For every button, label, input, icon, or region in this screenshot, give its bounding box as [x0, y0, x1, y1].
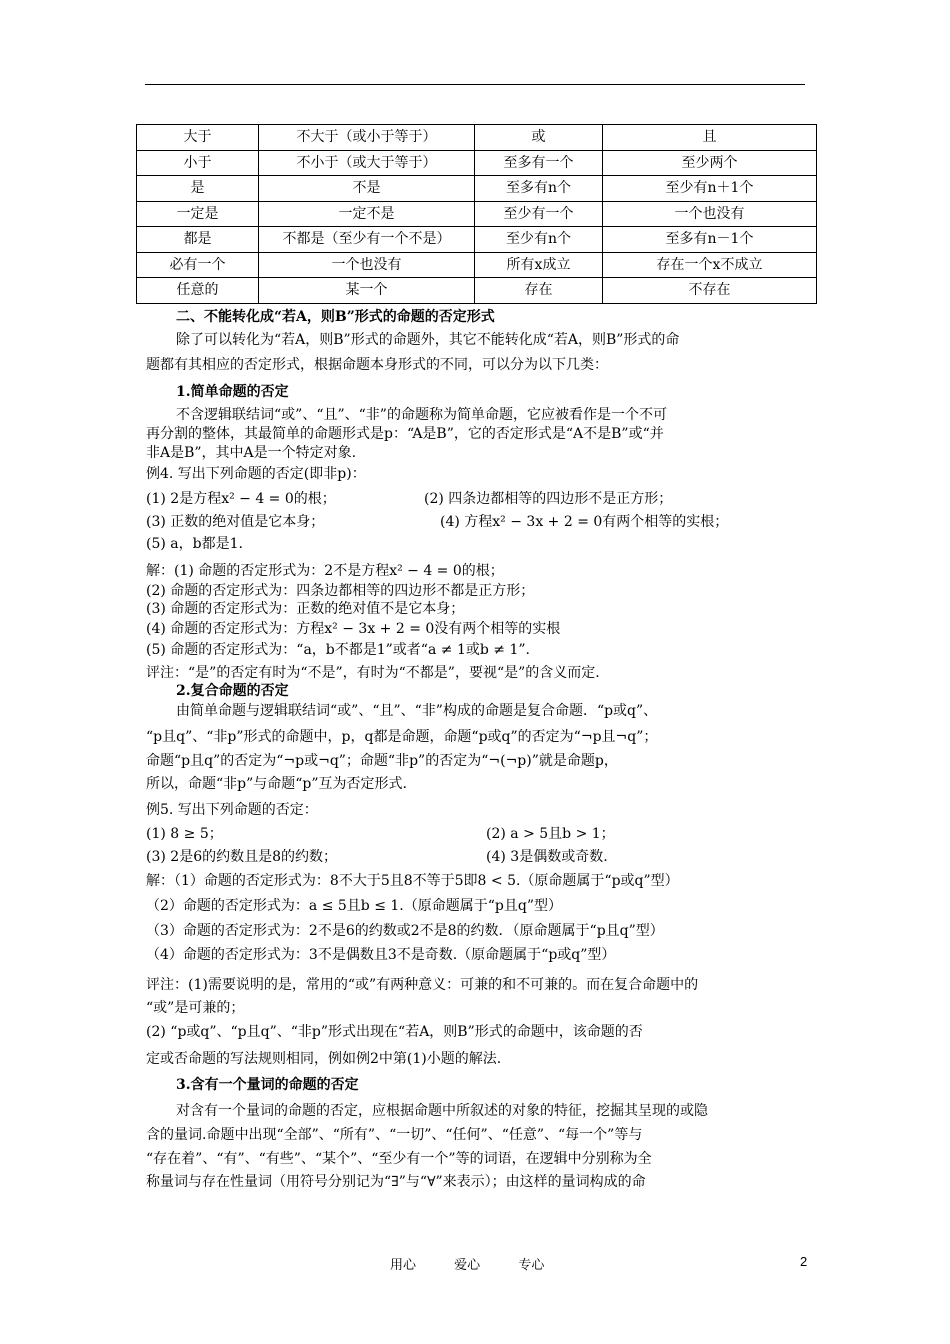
table-cell: 都是: [137, 227, 259, 253]
ex5-item-1: (1) 8 ≥ 5；: [146, 826, 223, 842]
table-cell: 是: [137, 176, 259, 202]
table-cell: 必有一个: [137, 252, 259, 278]
footer-word: 用心: [390, 1258, 417, 1273]
ex4-item-4: (4) 方程x² − 3x + 2 = 0有两个相等的实根；: [440, 514, 729, 530]
ex5-item-4: (4) 3是偶数或奇数.: [486, 849, 608, 865]
paragraph-line: 不含逻辑联结词“或”、“且”、“非”的命题称为简单命题，它应被看作是一个不可: [176, 407, 667, 423]
table-row: [137, 252, 817, 278]
commentary: (2) “p或q”、“p且q”、“非p”形式出现在“若A，则B”形式的命题中，该命题的否: [146, 1024, 643, 1040]
table-cell: 某一个: [259, 278, 475, 304]
table-cell: 不存在: [603, 278, 817, 304]
solution-line: 解：（1）命题的否定形式为：8不大于5且8不等于5即8 < 5.（原命题属于“p或q”型）: [146, 873, 679, 889]
table-row: [137, 278, 817, 304]
table-cell: 一个也没有: [259, 252, 475, 278]
paragraph-line: 除了可以转化为“若A，则B”形式的命题外，其它不能转化成“若A，则B”形式的命: [176, 332, 680, 348]
table-cell: 小于: [137, 150, 259, 176]
footer-motto: [390, 1254, 578, 1273]
header-rule: [145, 84, 805, 85]
commentary: “或”是可兼的；: [146, 1000, 245, 1016]
footer-word: 爱心: [454, 1258, 481, 1273]
commentary: 评注：“是”的否定有时为“不是”，有时为“不都是”，要视“是”的含义而定.: [146, 665, 600, 681]
table-cell: 存在一个x不成立: [603, 252, 817, 278]
table-cell: 任意的: [137, 278, 259, 304]
paragraph-line: 称量词与存在性量词（用符号分别记为“∃”与“∀”来表示）；由这样的量词构成的命: [146, 1174, 646, 1190]
ex4-item-2: (2) 四条边都相等的四边形不是正方形；: [424, 491, 673, 507]
solution-line: (3) 命题的否定形式为：正数的绝对值不是它本身；: [146, 601, 465, 617]
table-cell: 至多有n个: [475, 176, 603, 202]
solution-line: （4）命题的否定形式为：3不是偶数且3不是奇数.（原命题属于“p或q”型）: [146, 947, 616, 963]
commentary: 定或否命题的写法规则相同，例如例2中第(1)小题的解法.: [146, 1051, 502, 1067]
paragraph-line: 由简单命题与逻辑联结词“或”、“且”、“非”构成的命题是复合命题．“p或q”、: [176, 703, 658, 719]
ex4-item-1: (1) 2是方程x² − 4 = 0的根；: [146, 491, 336, 507]
table-cell: 不是: [259, 176, 475, 202]
table-row: [137, 176, 817, 202]
solution-line: (2) 命题的否定形式为：四条边都相等的四边形不都是正方形；: [146, 583, 535, 599]
footer-word: 专心: [518, 1258, 545, 1273]
subheading-1: 1.简单命题的否定: [176, 384, 289, 400]
paragraph-line: 对含有一个量词的命题的否定，应根据命题中所叙述的对象的特征，挖掘其呈现的或隐: [176, 1103, 708, 1119]
solution-line: 解：(1) 命题的否定形式为：2不是方程x² − 4 = 0的根；: [146, 563, 504, 579]
table-cell: 至少有n个: [475, 227, 603, 253]
subheading-3: 3.含有一个量词的命题的否定: [176, 1077, 359, 1093]
paragraph-line: 含的量词.命题中出现“全部”、“所有”、“一切”、“任何”、“任意”、“每一个”等与: [146, 1127, 643, 1143]
table-cell: 一定是: [137, 201, 259, 227]
table-cell: 所有x成立: [475, 252, 603, 278]
paragraph-line: “p且q”、“非p”形式的命题中，p，q都是命题，命题“p或q”的否定为“¬p且¬q”；: [146, 729, 658, 745]
ex4-item-3: (3) 正数的绝对值是它本身；: [146, 514, 325, 530]
table-cell: 不小于（或大于等于）: [259, 150, 475, 176]
negation-table: [136, 124, 817, 304]
table-cell: 大于: [137, 125, 259, 151]
table-row: [137, 201, 817, 227]
paragraph-line: 题都有其相应的否定形式，根据命题本身形式的不同，可以分为以下几类：: [146, 357, 608, 373]
ex4-item-5: (5) a，b都是1.: [146, 536, 243, 552]
paragraph-line: 非A是B”，其中A是一个特定对象.: [146, 445, 357, 461]
table-cell: 至少两个: [603, 150, 817, 176]
table-cell: 至少有一个: [475, 201, 603, 227]
example-5-title: 例5. 写出下列命题的否定：: [146, 802, 318, 818]
page-number: 2: [800, 1254, 808, 1269]
table-row: [137, 150, 817, 176]
table-cell: 或: [475, 125, 603, 151]
paragraph-line: 命题“p且q”的否定为“¬p或¬q”；命题“非p”的否定为“¬(¬p)”就是命题p，: [146, 753, 618, 769]
table-row: [137, 125, 817, 151]
commentary: 评注：(1)需要说明的是，常用的“或”有两种意义：可兼的和不可兼的。而在复合命题中的: [146, 977, 699, 993]
solution-line: （3）命题的否定形式为：2不是6的约数或2不是8的约数．（原命题属于“p且q”型）: [146, 923, 664, 939]
paragraph-line: 所以，命题“非p”与命题“p”互为否定形式.: [146, 776, 408, 792]
table-cell: 不大于（或小于等于）: [259, 125, 475, 151]
ex5-item-2: (2) a > 5且b > 1；: [486, 826, 615, 842]
table-cell: 至多有n－1个: [603, 227, 817, 253]
table-cell: 至多有一个: [475, 150, 603, 176]
paragraph-line: “存在着”、“有”、“有些”、“某个”、“至少有一个”等的词语，在逻辑中分别称为全: [146, 1151, 652, 1167]
solution-line: (4) 命题的否定形式为：方程x² − 3x + 2 = 0没有两个相等的实根: [146, 621, 561, 637]
subheading-2: 2.复合命题的否定: [176, 683, 289, 699]
solution-line: （2）命题的否定形式为：a ≤ 5且b ≤ 1.（原命题属于“p且q”型）: [146, 898, 562, 914]
ex5-item-3: (3) 2是6的约数且是8的约数；: [146, 849, 338, 865]
table-cell: 存在: [475, 278, 603, 304]
table-cell: 至少有n＋1个: [603, 176, 817, 202]
paragraph-line: 再分割的整体，其最简单的命题形式是p：“A是B”，它的否定形式是“A不是B”或“并: [146, 426, 664, 442]
example-4-title: 例4. 写出下列命题的否定(即非p)：: [146, 466, 366, 482]
table-cell: 不都是（至少有一个不是）: [259, 227, 475, 253]
table-cell: 一个也没有: [603, 201, 817, 227]
table-row: [137, 227, 817, 253]
solution-line: (5) 命题的否定形式为：“a，b不都是1”或者“a ≠ 1或b ≠ 1”.: [146, 642, 530, 658]
section-heading-2: 二、不能转化成“若A，则B”形式的命题的否定形式: [176, 309, 495, 325]
table-cell: 且: [603, 125, 817, 151]
table-cell: 一定不是: [259, 201, 475, 227]
